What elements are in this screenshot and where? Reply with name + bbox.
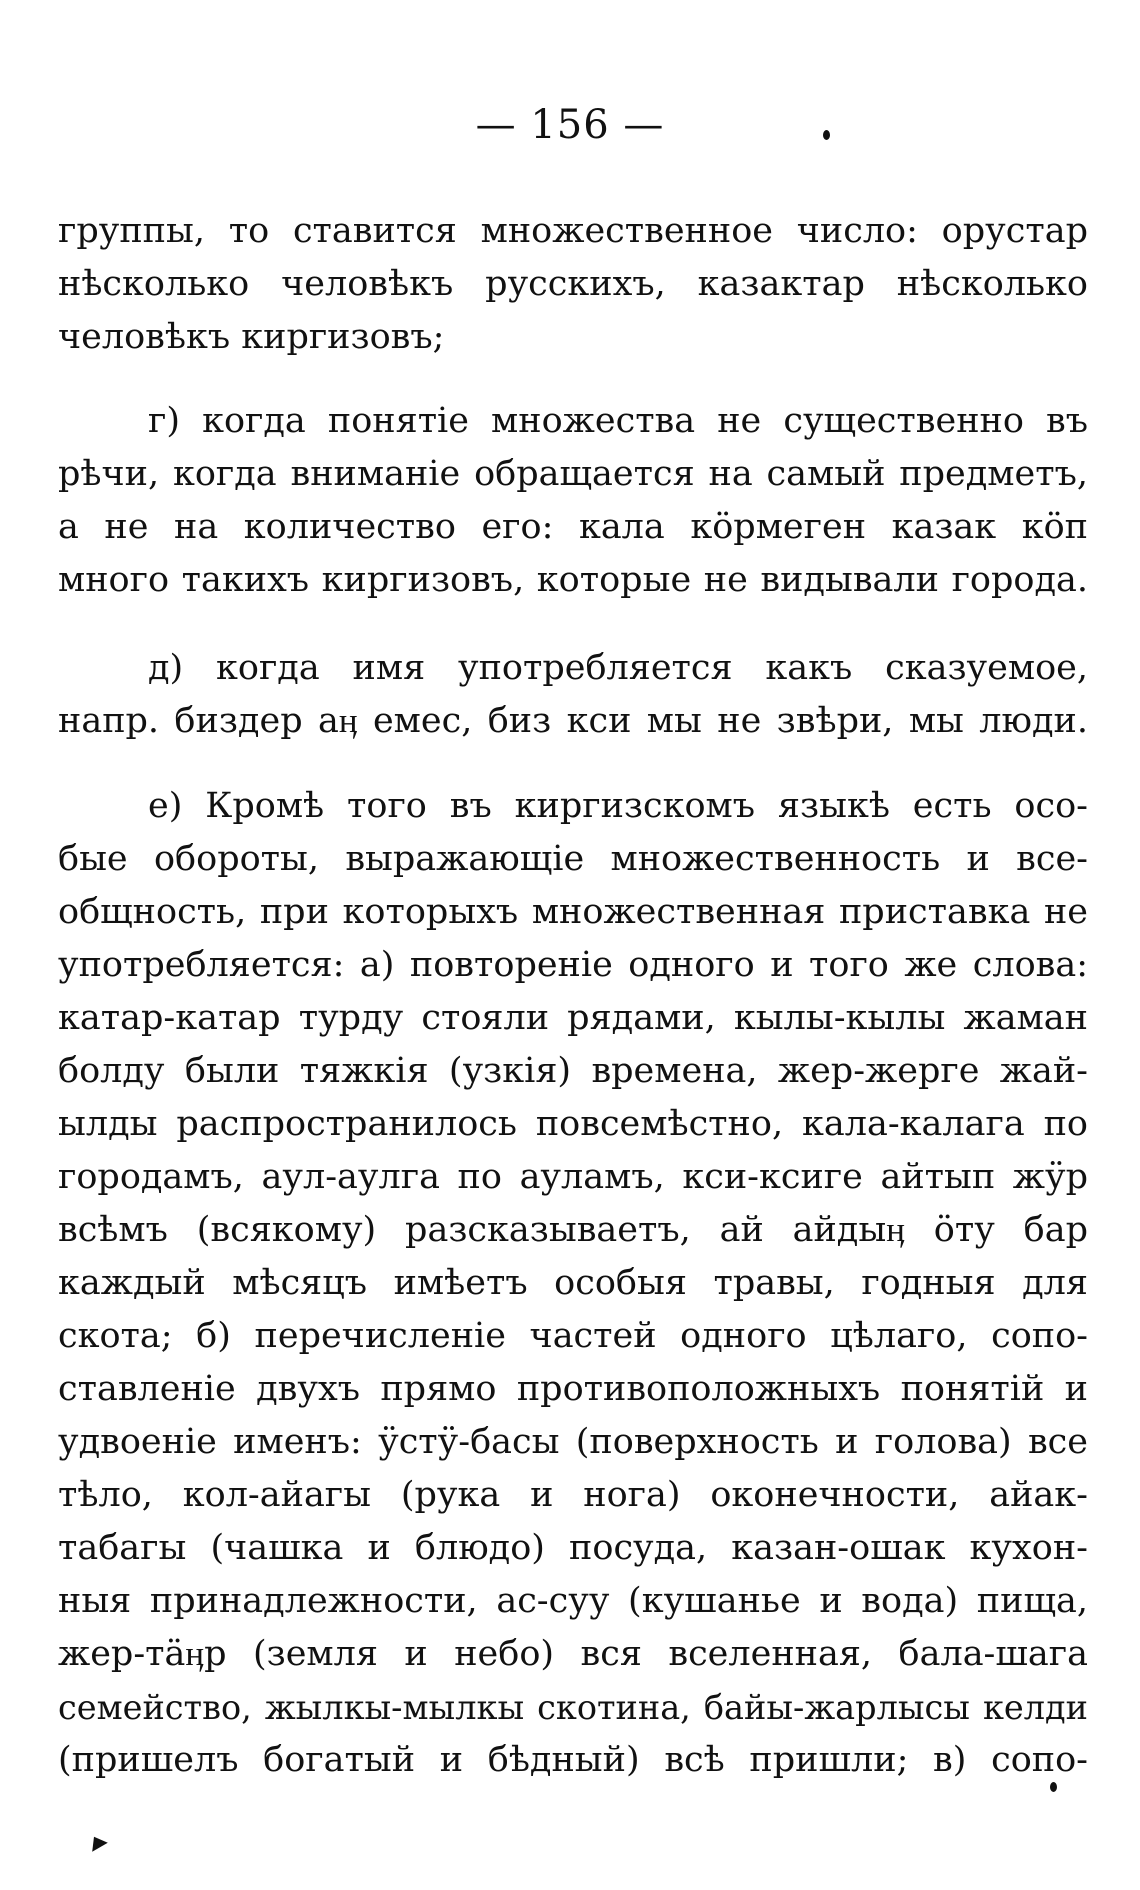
text-line: ныя принадлежности, ас-суу (кушанье и вода) пища, [58, 1581, 1088, 1621]
text-line: а не на количество его: кала кӧрмеген казак кӧп [58, 507, 1088, 547]
ink-speck [1050, 1782, 1057, 1792]
paragraph-g [58, 395, 1088, 607]
text-line: удвоеніе именъ: ӱстӱ-басы (поверхность и голова) все [58, 1422, 1088, 1462]
text-line: болду были тяжкія (узкія) времена, жер-жерге жай- [58, 1051, 1088, 1091]
paragraph-e [58, 780, 1088, 1787]
text-line: напр. биздер аӊ емес, биз кси мы не звѣри, мы люди. [58, 701, 1088, 741]
text-line: много такихъ киргизовъ, которые не видывали города. [58, 560, 1088, 600]
text-line: табагы (чашка и блюдо) посуда, казан-ошак кухон- [58, 1528, 1088, 1568]
text-line: (пришелъ богатый и бѣдный) всѣ пришли; в) сопо- [58, 1740, 1088, 1780]
text-line: семейство, жылкы-мылкы скотина, байы-жарлысы келди [58, 1688, 1088, 1727]
text-line: нѣсколько человѣкъ русскихъ, казактар нѣсколько [58, 264, 1088, 304]
ink-mark [86, 1832, 108, 1851]
text-line: е) Кромѣ того въ киргизскомъ языкѣ есть осо- [148, 786, 1088, 826]
text-line: д) когда имя употребляется какъ сказуемое, [148, 648, 1088, 688]
text-line: каждый мѣсяцъ имѣетъ особыя травы, годныя для [58, 1263, 1088, 1303]
text-line: жер-тӓӊр (земля и небо) вся вселенная, бала-шага [58, 1634, 1088, 1674]
text-line: человѣкъ киргизовъ; [58, 317, 445, 357]
text-line: катар-катар турду стояли рядами, кылы-кылы жаман [58, 998, 1088, 1038]
text-line: скота; б) перечисленіе частей одного цѣлаго, сопо- [58, 1316, 1088, 1356]
paragraph-d [58, 642, 1088, 748]
page-number: — 156 — [475, 102, 665, 148]
text-line: ылды распространилось повсемѣстно, кала-калага по [58, 1104, 1088, 1144]
text-line: г) когда понятіе множества не существенно въ [148, 401, 1088, 441]
text-line: рѣчи, когда вниманіе обращается на самый предметъ, [58, 454, 1088, 494]
text-line: городамъ, аул-аулга по ауламъ, кси-ксиге айтып жӱр [58, 1157, 1088, 1197]
ink-speck [823, 130, 830, 140]
text-line: тѣло, кол-айагы (рука и нога) оконечности, айак- [58, 1475, 1088, 1515]
text-line: общность, при которыхъ множественная приставка не [58, 892, 1088, 932]
text-line: бые обороты, выражающіе множественность и все- [58, 839, 1088, 879]
text-line: группы, то ставится множественное число: орустар [58, 211, 1088, 251]
paragraph-plural-groups [58, 205, 1088, 364]
text-line: ставленіе двухъ прямо противоположныхъ понятій и [58, 1369, 1088, 1409]
text-line: всѣмъ (всякому) разсказываетъ, ай айдыӊ ӧту бар [58, 1210, 1088, 1250]
text-line: употребляется: а) повтореніе одного и того же слова: [58, 945, 1088, 985]
